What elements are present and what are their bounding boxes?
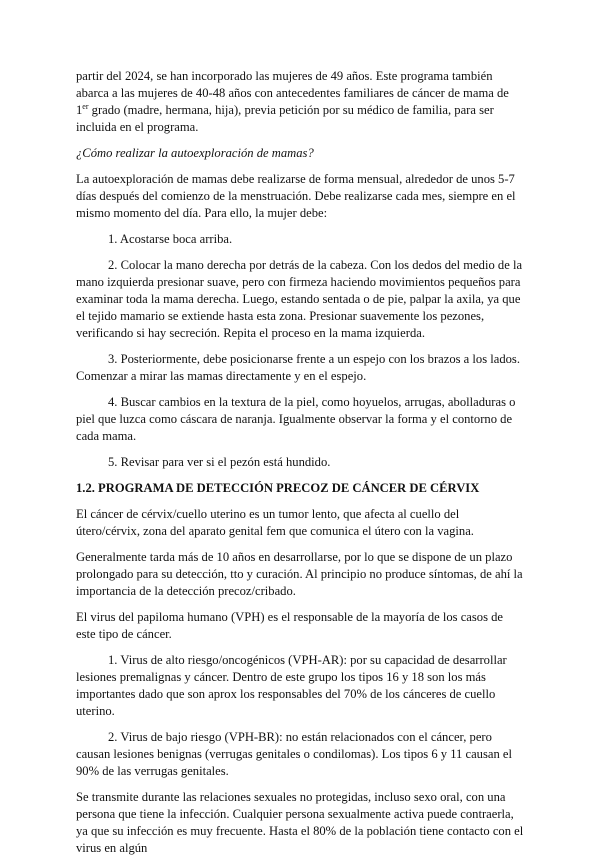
cervix-definition-paragraph: El cáncer de cérvix/cuello uterino es un tumor lento, que afecta al cuello del útero/cérvix, zona del aparato genital fem que comunica el útero con la vagina. (76, 507, 474, 538)
ordinal-superscript: er (82, 101, 89, 111)
vph-type-item: 2. Virus de bajo riesgo (VPH-BR): no están relacionados con el cáncer, pero causan lesiones benignas (verrugas genitales o condilomas). Los tipos 6 y 11 causan el 90% de las verrugas genitales. (76, 730, 513, 778)
transmision-paragraph: Se transmite durante las relaciones sexuales no protegidas, incluso sexo oral, con una persona que tiene la infección. Cualquier persona sexualmente activa puede contraerla, ya que su infección es muy frecuente. Hasta el 80% de la población tiene contacto con el virus en algún (76, 790, 524, 855)
autoexploracion-paragraph: La autoexploración de mamas debe realizarse de forma mensual, alrededor de unos 5-7 días después del comienzo de la menstruación. Debe realizarse cada mes, siempre en el mismo momento del día. Para ello, la mujer debe: (76, 172, 516, 220)
step-item: 3. Posteriormente, debe posicionarse frente a un espejo con los brazos a los lados. Comenzar a mirar las mamas directamente y en el espejo. (76, 352, 520, 383)
intro-paragraph: partir del 2024, se han incorporado las mujeres de 49 años. Este programa también abarca a las mujeres de 40-48 años con antecedentes familiares de cáncer de mama de 1er grado (madre, hermana, hija), previa petición por su médico de familia, para ser incluida en el programa. (76, 69, 509, 134)
vph-type-item: 1. Virus de alto riesgo/oncogénicos (VPH-AR): por su capacidad de desarrollar lesiones premalignas y cáncer. Dentro de este grupo los tipos 16 y 18 son los más importantes dado que son aprox los responsables del 70% de los cánceres de cuello uterino. (76, 653, 507, 718)
subheading-autoexploracion: ¿Cómo realizar la autoexploración de mamas? (76, 146, 314, 160)
cervix-development-paragraph: Generalmente tarda más de 10 años en desarrollarse, por lo que se dispone de un plazo prolongado para su detección, tto y curación. Al principio no produce síntomas, de ahí la importancia de la detección precoz/cribado. (76, 550, 523, 598)
section-heading: 1.2. PROGRAMA DE DETECCIÓN PRECOZ DE CÁNCER DE CÉRVIX (76, 481, 480, 495)
step-item: 4. Buscar cambios en la textura de la piel, como hoyuelos, arrugas, abolladuras o piel que luzca como cáscara de naranja. Igualmente observar la forma y el contorno de cada mama. (76, 395, 516, 443)
vph-paragraph: El virus del papiloma humano (VPH) es el responsable de la mayoría de los casos de este tipo de cáncer. (76, 610, 504, 641)
step-item: 5. Revisar para ver si el pezón está hundido. (108, 455, 331, 469)
document-page (76, 68, 524, 866)
step-item: 2. Colocar la mano derecha por detrás de la cabeza. Con los dedos del medio de la mano izquierda presionar suave, pero con firmeza haciendo movimientos pequeños para examinar toda la mama derecha. Luego, estando sentada o de pie, palpar la axila, ya que el tejido mamario se extiende hasta esta zona. Presionar suavemente los pezones, verificando si hay secreción. Repita el proceso en la mama izquierda. (76, 258, 523, 340)
step-item: 1. Acostarse boca arriba. (108, 232, 233, 246)
